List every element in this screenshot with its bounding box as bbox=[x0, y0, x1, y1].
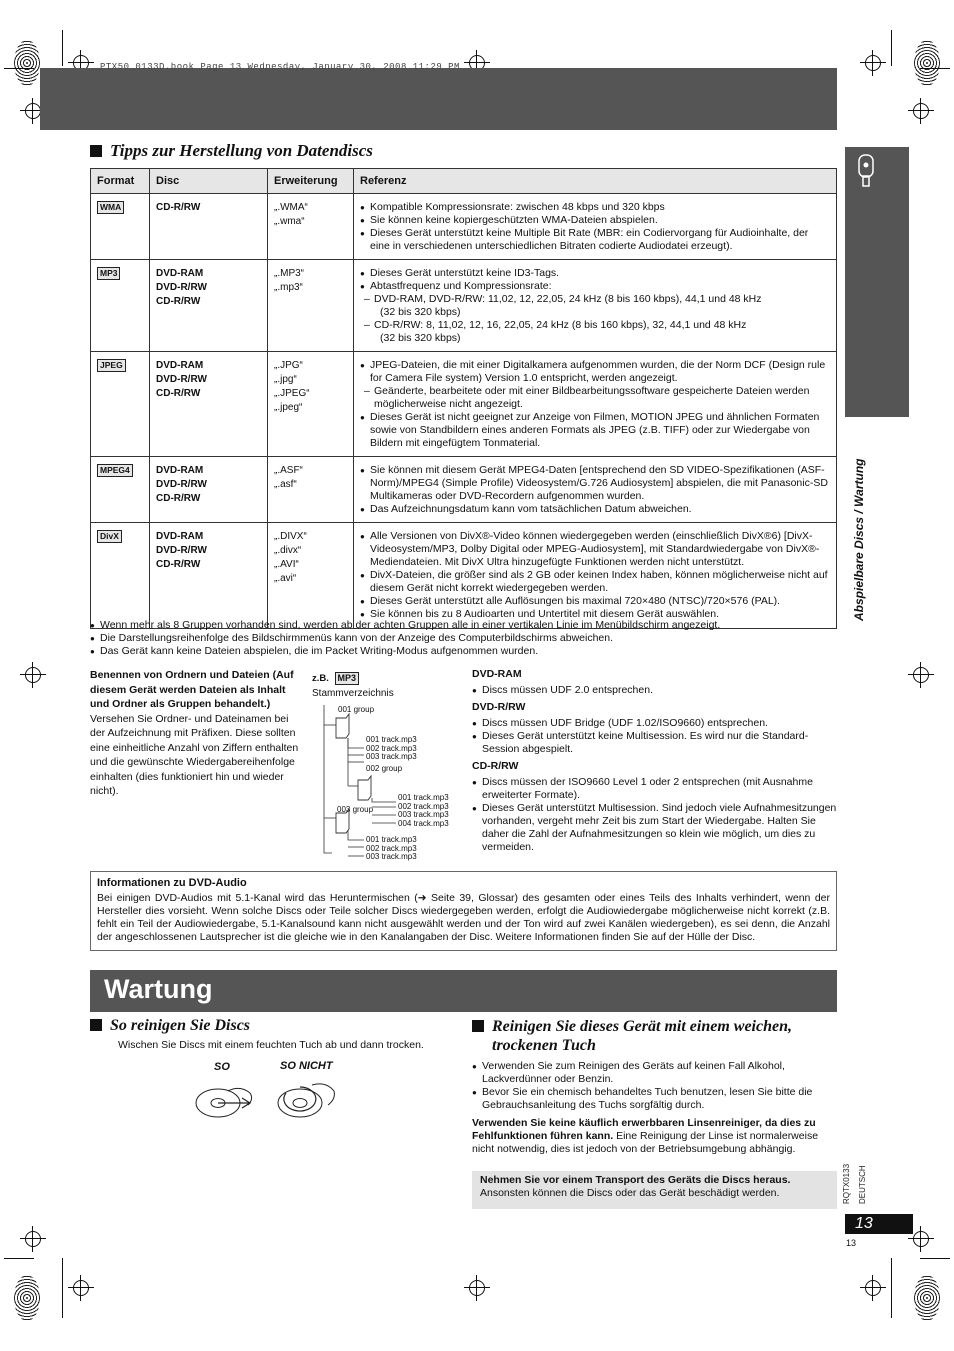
so-nicht-label: SO NICHT bbox=[280, 1060, 333, 1072]
naming-title: Benennen von Ordnern und Dateien (Auf diesem Gerät werden Dateien als Inhalt und Ordner als Gruppen behandelt.) bbox=[90, 669, 294, 710]
reference-item: ● Dieses Gerät unterstützt alle Auflösungen bis maximal 720×480 (NTSC)/720×576 (PAL). bbox=[360, 595, 830, 608]
group-label: 002 group bbox=[366, 764, 403, 773]
side-tab-label: Abspielbare Discs / Wartung bbox=[852, 458, 866, 621]
note-item: ● Das Gerät kann keine Dateien abspielen, die im Packet Writing-Modus aufgenommen wurden. bbox=[90, 645, 850, 658]
extension: „.JPEG“ bbox=[274, 388, 310, 399]
reference-cell bbox=[354, 352, 837, 457]
reference-item: ● Kompatible Kompressionsrate: zwischen 48 kbps und 320 kbps bbox=[360, 201, 830, 214]
disc-type: CD-R/RW bbox=[156, 559, 201, 570]
reference-item: ● Das Aufzeichnungsdatum kann vom tatsächlichen Datum abweichen. bbox=[360, 503, 830, 516]
lens-warning: Verwenden Sie keine käuflich erwerbbaren Linsenreiniger, da dies zu Fehlfunktionen führen kann. bbox=[472, 1117, 816, 1142]
reference-item: – Geänderte, bearbeitete oder mit einer Bildbearbeitungssoftware gespeicherte Dateien werden möglicherweise nicht angezeigt. bbox=[360, 385, 830, 411]
format-table bbox=[90, 168, 837, 629]
disc-cell bbox=[150, 194, 268, 260]
reference-item: ● Dieses Gerät ist nicht geeignet zur Anzeige von Filmen, MOTION JPEG und ähnlichen Formaten sowie von Standbildern eines anderen Formats als JPEG (z.B. TIFF) oder zur Wiedergabe von Bildern mit eingefügtem Tonmaterial. bbox=[360, 411, 830, 450]
registration-mark-icon bbox=[860, 1275, 886, 1301]
table-row bbox=[91, 457, 837, 523]
crop-line bbox=[4, 1258, 34, 1259]
crop-line bbox=[920, 1258, 950, 1259]
reference-item: (32 bis 320 kbps) bbox=[380, 306, 461, 318]
table-row bbox=[91, 194, 837, 260]
req-title: DVD-RAM bbox=[472, 668, 522, 680]
file-label: 003 track.mp3 bbox=[366, 752, 417, 761]
req-item: ● Discs müssen UDF Bridge (UDF 1.02/ISO9660) entsprechen. bbox=[472, 717, 837, 730]
disc-type: DVD-RAM bbox=[156, 360, 204, 371]
wartung-title: Wartung bbox=[104, 974, 213, 1004]
extension: „.AVI“ bbox=[274, 559, 299, 570]
disc-type: CD-R/RW bbox=[156, 493, 201, 504]
format-badge: DivX bbox=[97, 530, 122, 543]
page-number-box bbox=[845, 1214, 913, 1234]
extension: „.avi“ bbox=[274, 573, 297, 584]
corner-pattern bbox=[914, 40, 940, 86]
extension: „.divx“ bbox=[274, 545, 302, 556]
disc-wipe-wrong-icon bbox=[268, 1079, 342, 1121]
file-label: 001 track.mp3 bbox=[366, 735, 417, 744]
disc-cell bbox=[150, 352, 268, 457]
crop-line bbox=[891, 30, 892, 66]
format-badge: WMA bbox=[97, 201, 124, 214]
table-row bbox=[91, 260, 837, 352]
extension: „.DIVX“ bbox=[274, 531, 307, 542]
file-label: 002 track.mp3 bbox=[398, 801, 449, 811]
reference-item: ● DivX-Dateien, die größer sind als 2 GB oder keinen Index haben, können möglicherweise nicht auf diesem Gerät nicht korrekt wiedergegeben werden. bbox=[360, 569, 830, 595]
group-label: 003 group bbox=[337, 805, 374, 814]
req-item: ● Discs müssen der ISO9660 Level 1 oder 2 entsprechen (mit Ausnahme erweiterter Formate). bbox=[472, 776, 837, 802]
note-item: ● Die Darstellungsreihenfolge des Bildschirmmenüs kann von der Anzeige des Computerbildschirms abweichen. bbox=[90, 632, 850, 645]
registration-mark-icon bbox=[908, 662, 934, 688]
table-row bbox=[91, 523, 837, 629]
reference-cell bbox=[354, 194, 837, 260]
extension-cell bbox=[268, 260, 354, 352]
doc-code: RQTX0133 DEUTSCH bbox=[842, 1163, 867, 1204]
extension: „.JPG“ bbox=[274, 360, 303, 371]
reference-item: – DVD-RAM, DVD-R/RW: 11,02, 12, 22,05, 24 kHz (8 bis 160 kbps), 44,1 und 48 kHz bbox=[360, 293, 830, 306]
registration-mark-icon bbox=[908, 98, 934, 124]
registration-mark-icon bbox=[20, 662, 46, 688]
disc-cell bbox=[150, 523, 268, 629]
reference-item: ● Alle Versionen von DivX®-Video können wiedergegeben werden (einschließlich DivX®6) [DivX-Videosystem/MP3, Dolby Digital oder MPEG-Audiosystem], mit Standardwiedergabe von DivX®-Mediendateien. Mit DivX Ultra hinzugefügte Funktionen werden nicht unterstützt. bbox=[360, 530, 830, 569]
extension-cell bbox=[268, 457, 354, 523]
clean-discs-title: So reinigen Sie Discs bbox=[90, 1017, 450, 1035]
extension: „.ASF“ bbox=[274, 465, 303, 476]
table-row bbox=[91, 352, 837, 457]
so-label: SO bbox=[214, 1061, 230, 1073]
page-number-small: 13 bbox=[846, 1238, 857, 1248]
registration-mark-icon bbox=[68, 1275, 94, 1301]
crop-line bbox=[920, 68, 950, 69]
column-header: Referenz bbox=[354, 169, 837, 194]
reference-item: ● Sie können mit diesem Gerät MPEG4-Daten [entsprechend den SD VIDEO-Spezifikationen (ASF-Norm)/MPEG4 (Simple Profile) Videosystem/G.726 Audiosystem] abspielen, die mit Panasonic-SD Multikameras oder DVD-Recordern aufgenommen wurden. bbox=[360, 464, 830, 503]
corner-pattern bbox=[14, 1275, 40, 1321]
warn-text: Ansonsten können die Discs oder das Gerät beschädigt werden. bbox=[480, 1187, 780, 1199]
reference-item: ● Sie können bis zu 8 Audioarten und Untertitel mit diesem Gerät auswählen. bbox=[360, 608, 830, 621]
warn-bold: Nehmen Sie vor einem Transport des Geräts die Discs heraus. bbox=[480, 1174, 791, 1186]
registration-mark-icon bbox=[860, 50, 886, 76]
req-item: ● Dieses Gerät unterstützt Multisession. Sind jedoch viele Aufnahmesitzungen vorhanden, vergeht mehr Zeit bis zum Start der Wiedergabe. Halten Sie daher die Zahl der Aufnahmesitzungen so klein wie möglich, um dies zu vermeiden. bbox=[472, 802, 837, 854]
naming-section bbox=[90, 668, 305, 799]
file-label: 001 track.mp3 bbox=[366, 835, 417, 844]
reference-item: ● Dieses Gerät unterstützt keine Multiple Bit Rate (MBR: ein Codiervorgang für Audioinhalte, der eine in verschiedenen unterschiedlichen Bitraten codierte Audiodatei erzeugt). bbox=[360, 227, 830, 253]
reference-item: ● JPEG-Dateien, die mit einer Digitalkamera aufgenommen wurden, die der Norm DCF (Design rule for Camera File system) Version 1.0 entspricht, werden angezeigt. bbox=[360, 359, 830, 385]
file-info: PTX50_0133D.book Page 13 Wednesday, January 30, 2008 11:29 PM bbox=[100, 62, 460, 72]
format-cell bbox=[91, 194, 150, 260]
extension: „.asf“ bbox=[274, 479, 297, 490]
reference-cell bbox=[354, 523, 837, 629]
disc-type: DVD-R/RW bbox=[156, 374, 207, 385]
extension: „.jpg“ bbox=[274, 374, 297, 385]
clean-discs-section bbox=[90, 1017, 450, 1073]
mp3-badge: MP3 bbox=[335, 672, 360, 685]
crop-line bbox=[891, 1258, 892, 1318]
folder-tree bbox=[312, 670, 472, 865]
disc-type: DVD-R/RW bbox=[156, 282, 207, 293]
disc-type: DVD-RAM bbox=[156, 465, 204, 476]
crop-line bbox=[62, 1258, 63, 1318]
side-tab bbox=[845, 147, 909, 417]
root-label: Stammverzeichnis bbox=[312, 688, 394, 699]
example-label: z.B. bbox=[312, 673, 329, 684]
format-badge: JPEG bbox=[97, 359, 126, 372]
extension: „.mp3“ bbox=[274, 282, 303, 293]
req-title: DVD-R/RW bbox=[472, 701, 526, 713]
info-title: Informationen zu DVD-Audio bbox=[97, 877, 247, 889]
disc-wipe-correct-icon bbox=[190, 1081, 260, 1121]
disc-cell bbox=[150, 260, 268, 352]
extension: „.WMA“ bbox=[274, 202, 308, 213]
file-label: 004 track.mp3 bbox=[398, 818, 449, 828]
clean-item: ● Bevor Sie ein chemisch behandeltes Tuch benutzen, lesen Sie bitte die Gebrauchsanleitung des Tuchs sorgfältig durch. bbox=[472, 1086, 837, 1112]
clean-item: ● Verwenden Sie zum Reinigen des Geräts auf keinen Fall Alkohol, Lackverdünner oder Benzin. bbox=[472, 1060, 837, 1086]
disc-type: DVD-R/RW bbox=[156, 479, 207, 490]
file-label: 001 track.mp3 bbox=[398, 793, 449, 802]
extension-cell bbox=[268, 352, 354, 457]
clean-device-title: Reinigen Sie dieses Gerät mit einem weichen, trockenen Tuch bbox=[472, 1017, 837, 1055]
dvd-audio-info-box bbox=[90, 871, 837, 951]
file-label: 002 track.mp3 bbox=[366, 843, 417, 853]
format-badge: MPEG4 bbox=[97, 464, 133, 477]
file-label: 003 track.mp3 bbox=[366, 852, 417, 861]
corner-pattern bbox=[14, 40, 40, 86]
req-item: ● Dieses Gerät unterstützt keine Multisession. Es wird nur die Standard-Session abgespielt. bbox=[472, 730, 837, 756]
note-item: ● Wenn mehr als 8 Gruppen vorhanden sind, werden ab der achten Gruppen alle in einer vertikalen Linie im Menübildschirm angezeigt. bbox=[90, 619, 850, 632]
format-cell bbox=[91, 352, 150, 457]
disc-cell bbox=[150, 457, 268, 523]
format-cell bbox=[91, 457, 150, 523]
disc-type: DVD-RAM bbox=[156, 268, 204, 279]
notes bbox=[90, 619, 850, 658]
extension-cell bbox=[268, 194, 354, 260]
extension: „.MP3“ bbox=[274, 268, 304, 279]
disc-type: DVD-R/RW bbox=[156, 545, 207, 556]
format-cell bbox=[91, 523, 150, 629]
table-header-row bbox=[91, 169, 837, 194]
info-body: Bei einigen DVD-Audios mit 5.1-Kanal wird das Heruntermischen (➜ Seite 39, Glossar) des gesamten oder eines Teils des Inhalts verhindert, wenn der Hersteller dies vorsieht. Wenn solche Discs oder Teile solcher Discs wiedergegeben werden, erfolgt die Audiowiedergabe möglicherweise nicht korrekt (z.B. fehlt ein Teil der Audiowiedergabe, 5.1-Kanalsound kann nicht ausgewählt werden und der Ton wird auf zwei Kanälen wiedergeben), es sei denn, die Anzahl der angeschlossenen Lautsprecher ist die gleiche wie in den Kanalangaben der Disc. Weitere Informationen finden Sie auf der Hülle der Disc. bbox=[97, 892, 830, 943]
corner-pattern bbox=[914, 1275, 940, 1321]
extension-cell bbox=[268, 523, 354, 629]
column-header: Disc bbox=[150, 169, 268, 194]
column-header: Format bbox=[91, 169, 150, 194]
transport-warning-box bbox=[472, 1171, 837, 1209]
naming-body: Versehen Sie Ordner- und Dateinamen bei der Aufzeichnung mit Präfixen. Diese sollten eine einheitliche Anzahl von Ziffern enthalten und die gewünschte Wiedergabereihenfolge einhalten (dies funktioniert hin und wieder nicht). bbox=[90, 712, 299, 797]
reference-item: (32 bis 320 kbps) bbox=[380, 332, 461, 344]
section-title-datendiscs: Tipps zur Herstellung von Datendiscs bbox=[90, 141, 373, 161]
clean-device-section bbox=[472, 1017, 837, 1156]
page-number: 13 bbox=[855, 1215, 873, 1232]
crop-line bbox=[4, 68, 34, 69]
crop-line bbox=[62, 30, 63, 66]
extension: „.wma“ bbox=[274, 216, 305, 227]
req-title: CD-R/RW bbox=[472, 760, 519, 772]
disc-type: CD-R/RW bbox=[156, 202, 201, 213]
file-label: 002 track.mp3 bbox=[366, 743, 417, 753]
header-band bbox=[40, 68, 837, 130]
format-badge: MP3 bbox=[97, 267, 120, 280]
reference-cell bbox=[354, 457, 837, 523]
extension: „.jpeg“ bbox=[274, 402, 303, 413]
disc-type: DVD-RAM bbox=[156, 531, 204, 542]
disc-tab-icon bbox=[856, 152, 876, 188]
disc-type: CD-R/RW bbox=[156, 388, 201, 399]
reference-item: ● Dieses Gerät unterstützt keine ID3-Tags. bbox=[360, 267, 830, 280]
reference-item: ● Sie können keine kopiergeschützten WMA-Dateien abspielen. bbox=[360, 214, 830, 227]
req-item: ● Discs müssen UDF 2.0 entsprechen. bbox=[472, 684, 837, 697]
disc-requirements bbox=[472, 668, 837, 854]
group-label: 001 group bbox=[338, 705, 375, 714]
file-label: 003 track.mp3 bbox=[398, 810, 449, 819]
reference-item: ● Abtastfrequenz und Kompressionsrate: bbox=[360, 280, 830, 293]
disc-type: CD-R/RW bbox=[156, 296, 201, 307]
registration-mark-icon bbox=[464, 1275, 490, 1301]
registration-mark-icon bbox=[20, 1226, 46, 1252]
reference-item: – CD-R/RW: 8, 11,02, 12, 16, 22,05, 24 kHz (8 bis 160 kbps), 32, 44,1 und 48 kHz bbox=[360, 319, 830, 332]
clean-discs-text: Wischen Sie Discs mit einem feuchten Tuch ab und dann trocken. bbox=[118, 1039, 424, 1051]
wartung-banner bbox=[90, 970, 837, 1012]
format-cell bbox=[91, 260, 150, 352]
reference-cell bbox=[354, 260, 837, 352]
lens-text: Eine Reinigung der Linse ist normalerweise nicht notwendig, dies ist jedoch von der Betriebsumgebung abhängig. bbox=[472, 1130, 819, 1155]
column-header: Erweiterung bbox=[268, 169, 354, 194]
